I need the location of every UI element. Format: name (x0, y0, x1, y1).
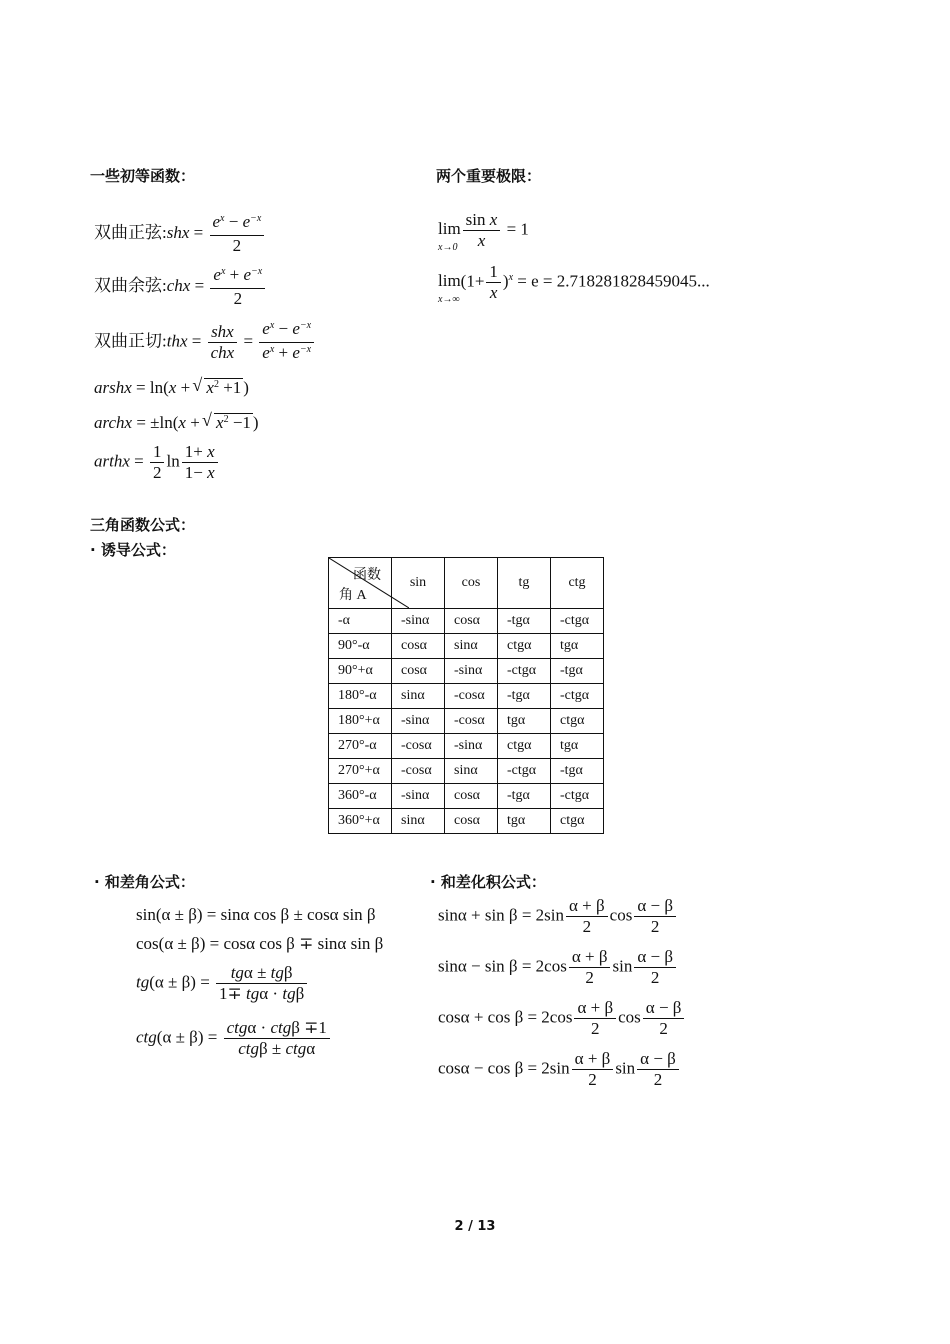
table-cell: -sinα (445, 734, 498, 759)
table-angle-cell: 90°+α (329, 659, 392, 684)
table-cell: -ctgα (551, 784, 604, 809)
table-header-row (329, 558, 604, 609)
table-cell: -ctgα (498, 659, 551, 684)
table-cell: -cosα (445, 709, 498, 734)
table-cell: -sinα (392, 709, 445, 734)
formula-sin-minus-sin: sinα − sin β = 2cos $\frac{\alpha + \beta}{2}$ sin $\frac{\alpha - \beta}{2}$ (438, 947, 678, 988)
table-angle-cell: -α (329, 609, 392, 634)
table-angle-cell: 360°+α (329, 809, 392, 834)
table-angle-cell: 360°-α (329, 784, 392, 809)
table-cell: sinα (445, 759, 498, 784)
formula-sh: 双曲正弦:shx = $\frac{e^x - e^{-x}}{2}$ (94, 212, 266, 256)
table-cell: -tgα (551, 759, 604, 784)
table-cell: -ctgα (498, 759, 551, 784)
induction-table (328, 557, 604, 834)
column-header: tg (498, 558, 551, 609)
formula-cos-plus-cos: cosα + cos β = 2cos $\frac{\alpha + \beta}{2}$ cos $\frac{\alpha - \beta}{2}$ (438, 998, 686, 1039)
table-cell: cosα (392, 634, 445, 659)
table-cell: tgα (498, 709, 551, 734)
table-row (329, 659, 604, 684)
column-header: sin (392, 558, 445, 609)
table-cell: -tgα (551, 659, 604, 684)
heading-important-limits: 两个重要极限： (436, 167, 542, 185)
table-cell: sinα (392, 809, 445, 834)
table-cell: ctgα (551, 809, 604, 834)
table-angle-cell: 270°-α (329, 734, 392, 759)
formula-tg-sum: tg(α ± β) = $\frac{\text{tgα ± tgβ}}{\text{1∓ tgα · tgβ}}$ (136, 963, 309, 1004)
ch-label: 双曲余弦 (94, 275, 162, 295)
table-row (329, 684, 604, 709)
page-number: 2 / 13 (454, 1219, 496, 1234)
table-angle-cell: 180°+α (329, 709, 392, 734)
column-header: cos (445, 558, 498, 609)
table-row (329, 709, 604, 734)
heading-trig: 三角函数公式： (90, 516, 196, 534)
table-cell: -ctgα (551, 609, 604, 634)
table-row (329, 734, 604, 759)
table-angle-cell: 270°+α (329, 759, 392, 784)
table-cell: sinα (392, 684, 445, 709)
formula-sin-sum: sin(α ± β) = sinα cos β ± cosα sin β (136, 905, 376, 924)
table-row (329, 784, 604, 809)
table-cell: -sinα (392, 609, 445, 634)
formula-ctg-sum: ctg(α ± β) = $\frac{\text{ctgα · ctgβ ∓1}}{\text{ctgβ ± ctgα}}$ (136, 1018, 332, 1059)
header-function-label: 函数 (353, 568, 381, 583)
table-cell: -tgα (498, 684, 551, 709)
table-cell: ctgα (551, 709, 604, 734)
table-angle-cell: 180°-α (329, 684, 392, 709)
formula-limit-2: lim x→∞ (1+ $\frac{1}{x}$ )$^x$ = e = 2.718281828459045... (438, 262, 710, 306)
limit-e-value: e = 2.718281828459045... (531, 271, 710, 291)
table-row (329, 759, 604, 784)
sh-label: 双曲正弦 (94, 222, 162, 242)
th-label: 双曲正切 (94, 331, 162, 351)
formula-limit-1: lim x→0 $\frac{\text{sin x}}{x}$ = 1 (438, 210, 529, 254)
formula-cos-minus-cos: cosα − cos β = 2sin $\frac{\alpha + \beta}{2}$ sin $\frac{\alpha - \beta}{2}$ (438, 1049, 681, 1090)
table-diagonal-header (329, 558, 392, 609)
table-cell: cosα (445, 784, 498, 809)
table-cell: -cosα (445, 684, 498, 709)
table-cell: cosα (392, 659, 445, 684)
formula-ch: 双曲余弦:chx = $\frac{e^x + e^{-x}}{2}$ (94, 265, 267, 309)
formula-arch: archx = ±ln(x + √ $x^2 -1$ ) (94, 413, 259, 431)
table-angle-cell: 90°-α (329, 634, 392, 659)
formula-sin-plus-sin: sinα + sin β = 2sin $\frac{\alpha + \beta}{2}$ cos $\frac{\alpha - \beta}{2}$ (438, 896, 678, 937)
table-cell: ctgα (498, 734, 551, 759)
table-row (329, 809, 604, 834)
heading-sum-diff: · 和差角公式： (94, 873, 195, 891)
heading-induction: · 诱导公式： (90, 541, 176, 559)
table-cell: tgα (551, 634, 604, 659)
table-cell: -sinα (445, 659, 498, 684)
heading-sum-to-product: · 和差化积公式： (430, 873, 546, 891)
table-cell: sinα (445, 634, 498, 659)
header-angle-label: 角 A (339, 588, 367, 603)
table-cell: -tgα (498, 784, 551, 809)
heading-elementary-functions: 一些初等函数： (90, 167, 196, 185)
formula-th: 双曲正切:thx = $\frac{\text{shx}}{\text{chx}}$ = $\frac{e^x - e^{-x}}{e^x + e^{-x}}$ (94, 319, 316, 366)
table-cell: -sinα (392, 784, 445, 809)
formula-arth: arthx = $\frac{1}{2}$ ln $\frac{1+ x}{1- x}$ (94, 442, 220, 483)
column-header: ctg (551, 558, 604, 609)
formula-arsh: arshx = ln(x + √ $x^2 +1$ ) (94, 378, 249, 396)
formula-cos-sum: cos(α ± β) = cosα cos β ∓ sinα sin β (136, 934, 384, 953)
table-cell: -cosα (392, 734, 445, 759)
table-cell: cosα (445, 809, 498, 834)
table-cell: cosα (445, 609, 498, 634)
table-row (329, 634, 604, 659)
table-cell: -ctgα (551, 684, 604, 709)
table-cell: ctgα (498, 634, 551, 659)
table-cell: -tgα (498, 609, 551, 634)
table-row (329, 609, 604, 634)
table-cell: tgα (551, 734, 604, 759)
table-cell: -cosα (392, 759, 445, 784)
table-cell: tgα (498, 809, 551, 834)
